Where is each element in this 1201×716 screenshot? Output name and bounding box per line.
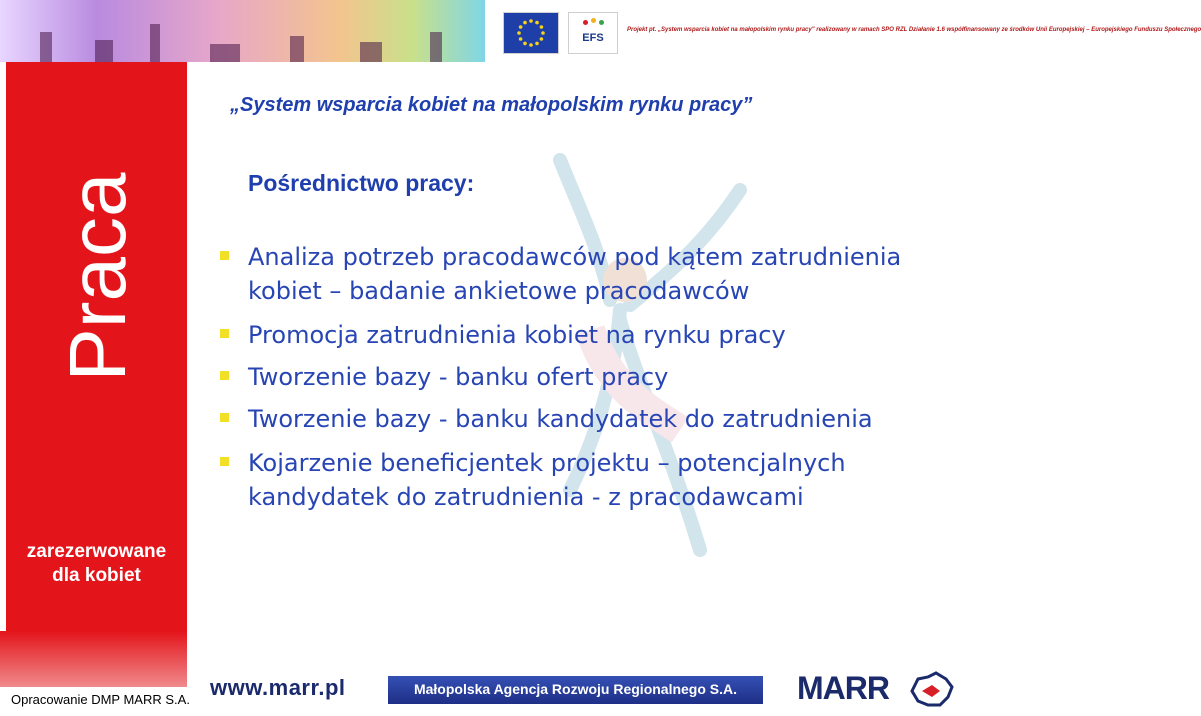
square-bullet-icon	[220, 251, 229, 260]
bullet-list	[220, 240, 940, 514]
efs-dot-icon	[583, 20, 588, 25]
footer-credit: Opracowanie DMP MARR S.A.	[11, 692, 190, 707]
skyline-tower	[150, 24, 160, 62]
bullet-text: Tworzenie bazy - banku kandydatek do zatrudnienia	[248, 405, 873, 433]
bullet-item	[220, 318, 940, 352]
square-bullet-icon	[220, 371, 229, 380]
eu-flag-icon	[503, 12, 559, 54]
bullet-item	[220, 402, 940, 436]
bullet-item	[220, 446, 940, 514]
skyline-tower	[430, 32, 442, 62]
section-title: Pośrednictwo pracy:	[248, 170, 475, 196]
square-bullet-icon	[220, 457, 229, 466]
efs-logo	[568, 12, 618, 54]
footer-website-link[interactable]: www.marr.pl	[210, 675, 346, 700]
bullet-text: Analiza potrzeb pracodawców pod kątem zatrudnienia kobiet – badanie ankietowe pracodawców	[248, 243, 902, 305]
square-bullet-icon	[220, 329, 229, 338]
city-panorama-image	[0, 0, 485, 62]
marr-logo: MARR	[797, 670, 889, 706]
bullet-item	[220, 240, 940, 308]
slide-header-title: „System wsparcia kobiet na małopolskim rynku pracy”	[230, 94, 753, 116]
efs-logo-text: EFS	[582, 32, 604, 44]
project-info-text: Projekt pt. „System wsparcia kobiet na małopolskim rynku pracy" realizowany w ramach SPO RZL Działanie 1.6 współfinansowany ze środków Unii Europejskiej – Europejskiego Funduszu Społecznego	[627, 27, 1201, 33]
sidebar-subtitle-line2: dla kobiet	[52, 565, 141, 586]
malopolska-map-icon	[906, 671, 956, 709]
skyline-tower	[210, 44, 240, 62]
sidebar-footer-gradient	[0, 631, 187, 687]
agency-name: Małopolska Agencja Rozwoju Regionalnego S.A.	[413, 681, 738, 697]
eu-stars-icon	[504, 13, 558, 53]
skyline-tower	[95, 40, 113, 62]
efs-dot-icon	[599, 20, 604, 25]
efs-dot-icon	[591, 18, 596, 23]
bullet-text: Kojarzenie beneficjentek projektu – potencjalnych kandydatek do zatrudnienia - z pracodawcami	[248, 449, 846, 511]
skyline-tower	[360, 42, 382, 62]
square-bullet-icon	[220, 413, 229, 422]
sidebar-subtitle-line1: zarezerwowane	[26, 541, 167, 562]
skyline-tower	[40, 32, 52, 62]
skyline-tower	[290, 36, 304, 62]
bullet-item	[220, 360, 940, 394]
sidebar-vertical-title: Praca	[53, 172, 142, 382]
sidebar	[6, 62, 187, 631]
bullet-text: Promocja zatrudnienia kobiet na rynku pracy	[248, 321, 786, 349]
top-banner	[0, 0, 1201, 62]
agency-banner	[388, 676, 763, 704]
bullet-text: Tworzenie bazy - banku ofert pracy	[248, 363, 669, 391]
